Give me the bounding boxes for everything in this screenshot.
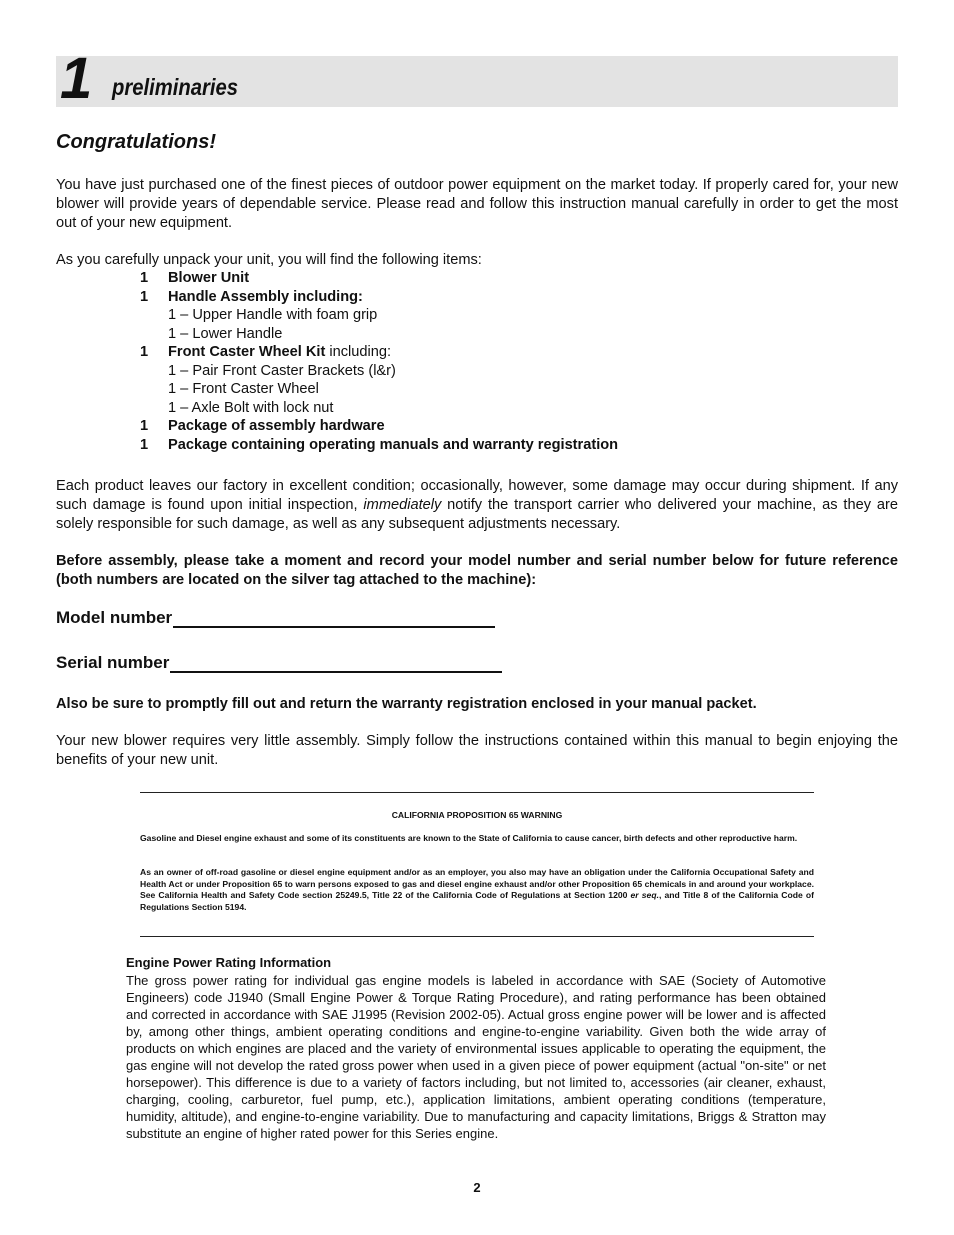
prop65-text-before: As an owner of off-road gasoline or diesel engine equipment and/or as an employer, you also may have an obligation under the California Occupational Safety and Health Act or under Proposition 65 to warn persons exposed to gas and diesel engine exhaust and/or other Proposition 65 chemicals in and around your workplace. See California Health and Safety Code section 25249.5, Title 22 of the California Code of Regulations at Section 1200 [140,867,814,900]
chapter-banner [56,46,898,111]
page-number: 2 [473,1180,481,1195]
item-qty: 1 [140,344,149,360]
prop65-bottom-rule [140,936,814,937]
model-number-line[interactable] [173,610,495,628]
model-number-field[interactable] [56,608,495,628]
sub-item: 1 – Upper Handle with foam grip [168,307,378,323]
item-name: Package containing operating manuals and warranty registration [168,436,619,453]
intro-paragraph: You have just purchased one of the finest pieces of outdoor power equipment on the market today. If properly cared for, your new blower will provide years of dependable service. Please read and follow this instruction manual carefully in order to get the most out of your new equipment. [56,177,898,231]
item-qty: 1 [140,288,149,305]
model-number-label: Model number [56,608,173,627]
item-name: Front Caster Wheel Kit [168,344,326,360]
chapter-number: 1 [60,46,91,111]
damage-text-after: notify the transport carrier who delivered your machine, as they are solely responsible for such damage, as well as any subsequent adjustments necessary. [56,497,898,532]
list-item [140,269,840,288]
prop65-title: CALIFORNIA PROPOSITION 65 WARNING [391,810,563,820]
damage-text-before: Each product leaves our factory in excellent condition; occasionally, however, some damage may occur during shipment. If any such damage is found upon initial inspection, [56,478,898,513]
list-item [140,343,840,362]
item-name: Blower Unit [168,270,250,286]
sub-item: 1 – Front Caster Wheel [168,381,319,397]
list-item [140,288,840,307]
serial-number-field[interactable] [56,653,502,673]
prop65-emphasis: er seq. [630,890,659,900]
item-qty: 1 [140,270,149,286]
engine-power-title: Engine Power Rating Information [126,955,332,970]
item-qty: 1 [140,418,149,434]
warranty-note: Also be sure to promptly fill out and return the warranty registration enclosed in your manual packet. [56,696,757,712]
item-name: Handle Assembly including: [168,288,363,305]
list-item [140,436,840,455]
serial-number-label: Serial number [56,653,170,672]
chapter-title: preliminaries [112,74,239,100]
damage-emphasis: immediately [363,497,442,513]
sub-item: 1 – Pair Front Caster Brackets (l&r) [168,362,396,379]
sub-item: 1 – Axle Bolt with lock nut [168,399,334,416]
prop65-paragraph-2 [140,867,814,913]
record-note: Before assembly, please take a moment and record your model number and serial number below for future reference (both numbers are located on the silver tag attached to the machine): [56,553,898,588]
unpack-intro: As you carefully unpack your unit, you will find the following items: [56,252,482,268]
prop65-paragraph-1: Gasoline and Diesel engine exhaust and some of its constituents are known to the State of California to cause cancer, birth defects and other reproductive harm. [140,833,798,843]
sub-item: 1 – Lower Handle [168,325,283,342]
items-list [140,269,840,454]
serial-number-line[interactable] [170,655,502,673]
prop65-top-rule [140,792,814,793]
assembly-note: Your new blower requires very little assembly. Simply follow the instructions contained within this manual to begin enjoying the benefits of your new unit. [56,733,898,768]
item-name: Package of assembly hardware [168,418,385,434]
damage-paragraph [56,477,898,534]
item-qty: 1 [140,436,149,453]
prop65-text-after: , and Title 8 of the California Code of Regulations Section 5194. [140,890,814,912]
list-item [140,417,840,436]
engine-power-body: The gross power rating for individual gas engine models is labeled in accordance with SAE (Society of Automotive Engineers) code J1940 (Small Engine Power & Torque Rating Procedure), and rating performance has been obtained and corrected in accordance with SAE J1995 (Revision 2002-05). Actual gross engine power will be lower and is affected by, among other things, ambient operating conditions and engine-to-engine variability. Given both the wide array of products on which engines are placed and the variety of environmental issues applicable to operating the equipment, the gas engine will not develop the rated gross power when used in a given piece of power equipment (actual "on-site" or net horsepower). This difference is due to a variety of factors including, but not limited to, accessories (air cleaner, exhaust, charging, cooling, carburetor, fuel pump, etc.), application limitations, ambient operating conditions (temperature, humidity, altitude), and engine-to-engine variability. Due to manufacturing and capacity limitations, Briggs & Stratton may substitute an engine of higher rated power for this Series engine. [126,973,826,1141]
page-heading: Congratulations! [56,131,216,153]
item-suffix: including: [325,344,392,360]
